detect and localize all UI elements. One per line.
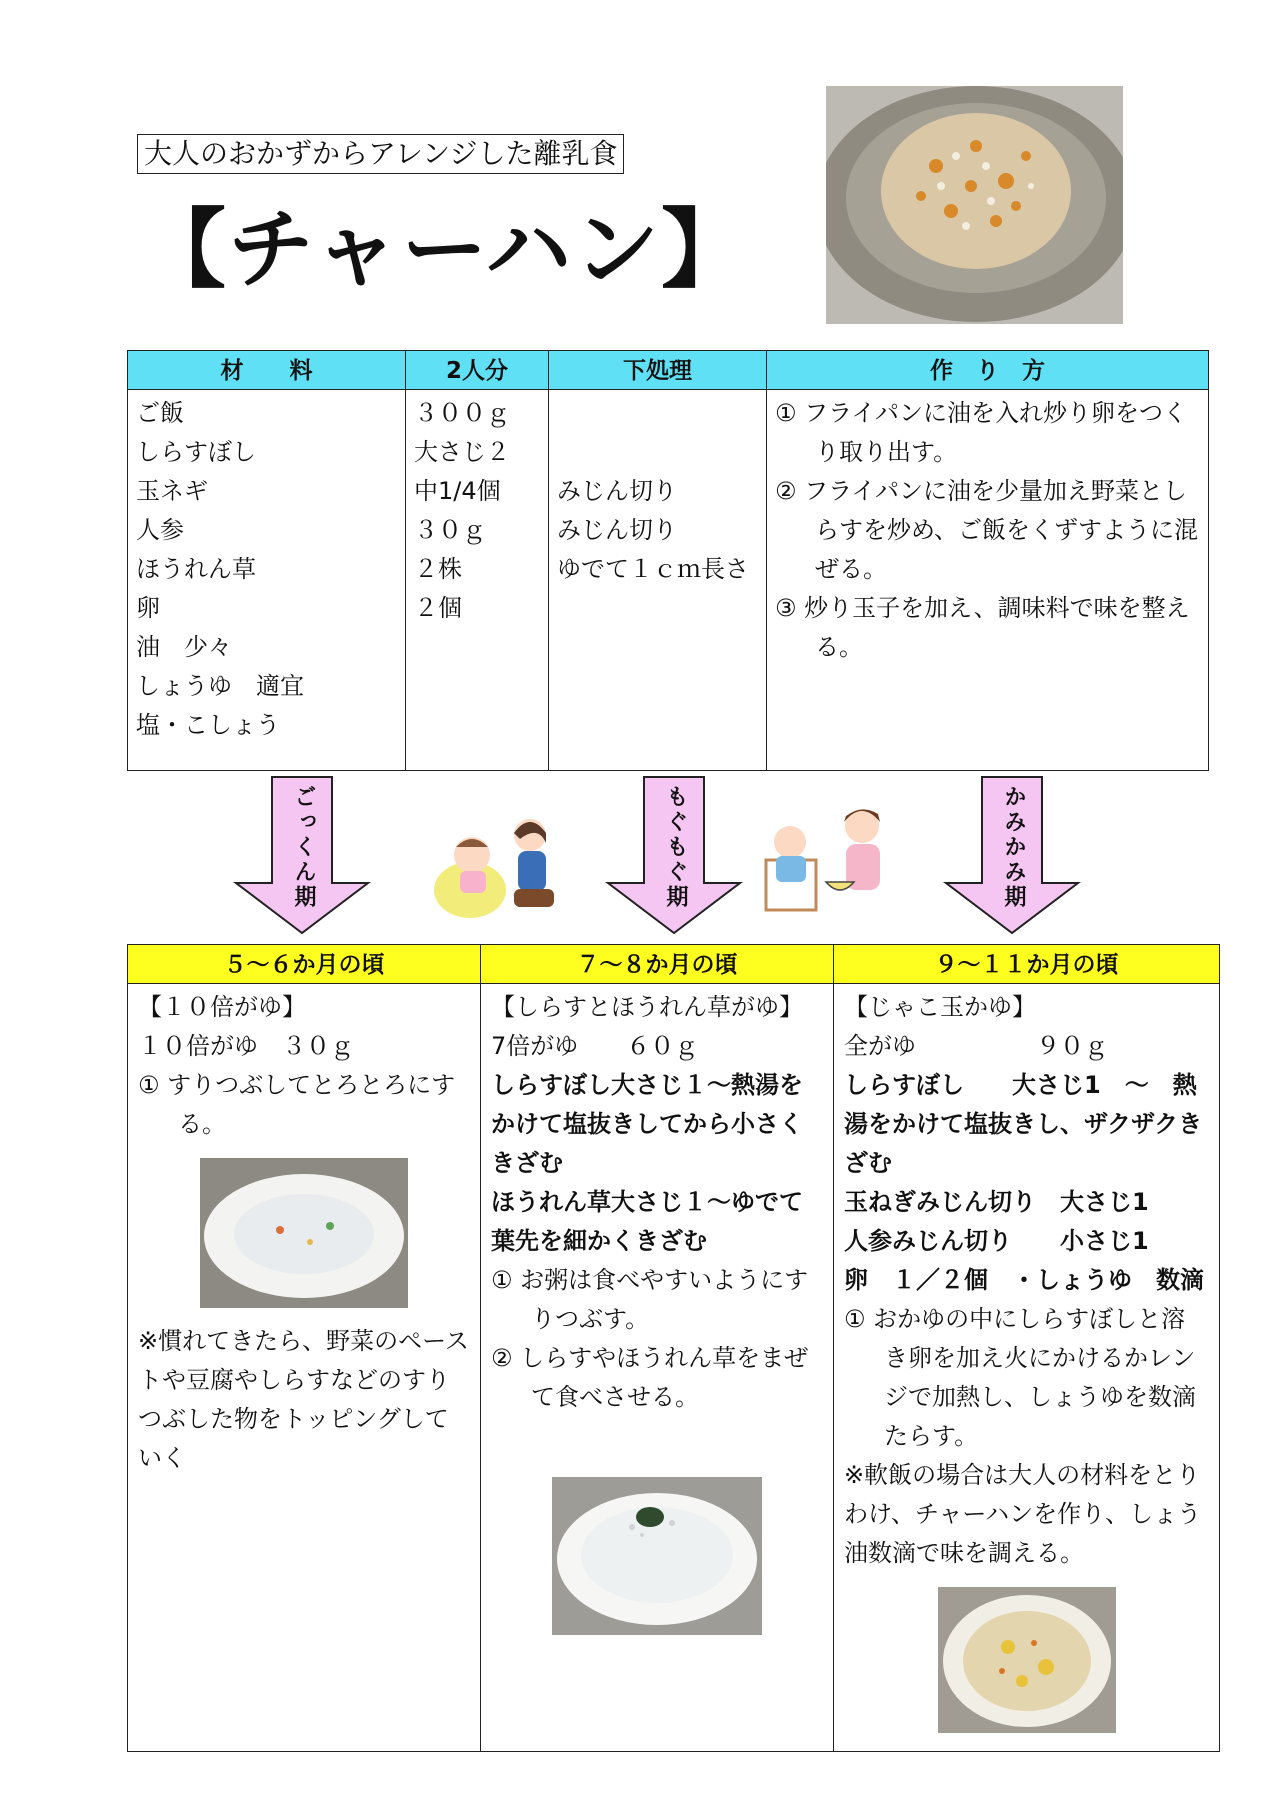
- stage-cell-5-6: [128, 984, 481, 1752]
- amount-item: 中1/4個: [414, 477, 501, 505]
- stage-step: ① お粥は食べやすいようにすりつぶす。: [491, 1266, 809, 1333]
- stage-recipe-name: 【１０倍がゆ】: [138, 993, 306, 1021]
- amount-item: ３０ｇ: [414, 516, 486, 544]
- arrow-label: もぐもぐ期: [663, 785, 688, 910]
- amount-item: 大さじ２: [414, 438, 510, 466]
- jako-egg-porridge-photo: [938, 1587, 1116, 1733]
- stage-recipe-name: 【しらすとほうれん草がゆ】: [491, 993, 803, 1021]
- arrow-label: かみかみ期: [1001, 785, 1026, 910]
- 10x-porridge-photo: [200, 1158, 408, 1308]
- recipe-table: [127, 350, 1209, 771]
- stage-cell-9-11: [834, 984, 1220, 1752]
- ingredient-item: 玉ネギ: [136, 477, 208, 505]
- ingredients-cell: [128, 390, 406, 771]
- ingredient-item: 人参: [136, 516, 184, 544]
- shirasu-spinach-porridge-photo: [552, 1477, 762, 1635]
- arrow-label: ごっくん期: [291, 785, 316, 910]
- arrow-mogumogu: [604, 775, 744, 935]
- stage-note: ※軟飯の場合は大人の材料をとりわけ、チャーハンを作り、しょう油数滴で味を調える。: [844, 1461, 1202, 1567]
- prep-item: みじん切り: [557, 516, 677, 544]
- method-step: ① フライパンに油を入れ炒り卵をつくり取り出す。: [775, 399, 1187, 466]
- amount-item: ２株: [414, 555, 462, 583]
- stage-step: ① おかゆの中にしらすぼしと溶き卵を加え火にかけるかレンジで加熱し、しょうゆを数滴たらす。: [844, 1305, 1196, 1450]
- stage-line: 人参みじん切り 小さじ1: [844, 1227, 1149, 1255]
- header-method: 作 り 方: [767, 351, 1209, 390]
- mother-feeding-baby-illustration: [430, 795, 570, 925]
- stage-step: ① すりつぶしてとろとろにする。: [138, 1071, 456, 1138]
- page-title: 【チャーハン】: [140, 200, 750, 300]
- amount-item: ２個: [414, 594, 462, 622]
- stage-line: しらすぼし大さじ１～熱湯をかけて塩抜きしてから小さくきざむ: [491, 1071, 803, 1177]
- ingredient-item: しょうゆ 適宜: [136, 672, 304, 700]
- prep-item: みじん切り: [557, 477, 677, 505]
- amount-item: ３００ｇ: [414, 399, 510, 427]
- stage-line: 卵 １／２個 ・しょうゆ 数滴: [844, 1266, 1204, 1294]
- stage-line: 7倍がゆ ６０ｇ: [491, 1032, 699, 1060]
- stage-line: 全がゆ ９０ｇ: [844, 1032, 1108, 1060]
- stage-line: ほうれん草大さじ１～ゆでて葉先を細かくきざむ: [491, 1188, 803, 1255]
- method-step: ③ 炒り玉子を加え、調味料で味を整える。: [775, 594, 1190, 661]
- stages-table: [127, 944, 1220, 1752]
- arrow-kamikami: [942, 775, 1082, 935]
- amounts-cell: [406, 390, 549, 771]
- fried-rice-photo: [826, 86, 1123, 324]
- arrow-gokkun: [232, 775, 372, 935]
- stage-line: しらすぼし 大さじ1 ～ 熱湯をかけて塩抜きし、ザクザクきざむ: [844, 1071, 1203, 1177]
- stage-header-7-8: ７～８か月の頃: [481, 945, 834, 984]
- ingredient-item: ご飯: [136, 399, 184, 427]
- stage-line: 玉ねぎみじん切り 大さじ1: [844, 1188, 1149, 1216]
- mother-feeding-baby-illustration-2: [758, 790, 908, 920]
- prep-item: ゆでて１ｃｍ長さ: [557, 555, 749, 583]
- stage-line: １０倍がゆ ３０ｇ: [138, 1032, 354, 1060]
- header-prep: 下処理: [549, 351, 767, 390]
- header-ingredients: 材 料: [128, 351, 406, 390]
- ingredient-item: 塩・こしょう: [136, 711, 280, 739]
- stage-step: ② しらすやほうれん草をまぜて食べさせる。: [491, 1344, 809, 1411]
- stage-header-9-11: ９～１１か月の頃: [834, 945, 1220, 984]
- method-cell: [767, 390, 1209, 771]
- header-amount: 2人分: [406, 351, 549, 390]
- ingredient-item: しらすぼし: [136, 438, 256, 466]
- prep-cell: [549, 390, 767, 771]
- stage-header-5-6: ５～６か月の頃: [128, 945, 481, 984]
- stage-cell-7-8: [481, 984, 834, 1752]
- ingredient-item: 油 少々: [136, 633, 232, 661]
- method-step: ② フライパンに油を少量加え野菜としらすを炒め、ご飯をくずすように混ぜる。: [775, 477, 1199, 583]
- stage-recipe-name: 【じゃこ玉かゆ】: [844, 993, 1036, 1021]
- ingredient-item: 卵: [136, 594, 160, 622]
- ingredient-item: ほうれん草: [136, 555, 256, 583]
- stage-note: ※慣れてきたら、野菜のペーストや豆腐やしらすなどのすりつぶした物をトッピングしていく: [138, 1327, 469, 1472]
- subtitle-box: 大人のおかずからアレンジした離乳食: [137, 134, 624, 174]
